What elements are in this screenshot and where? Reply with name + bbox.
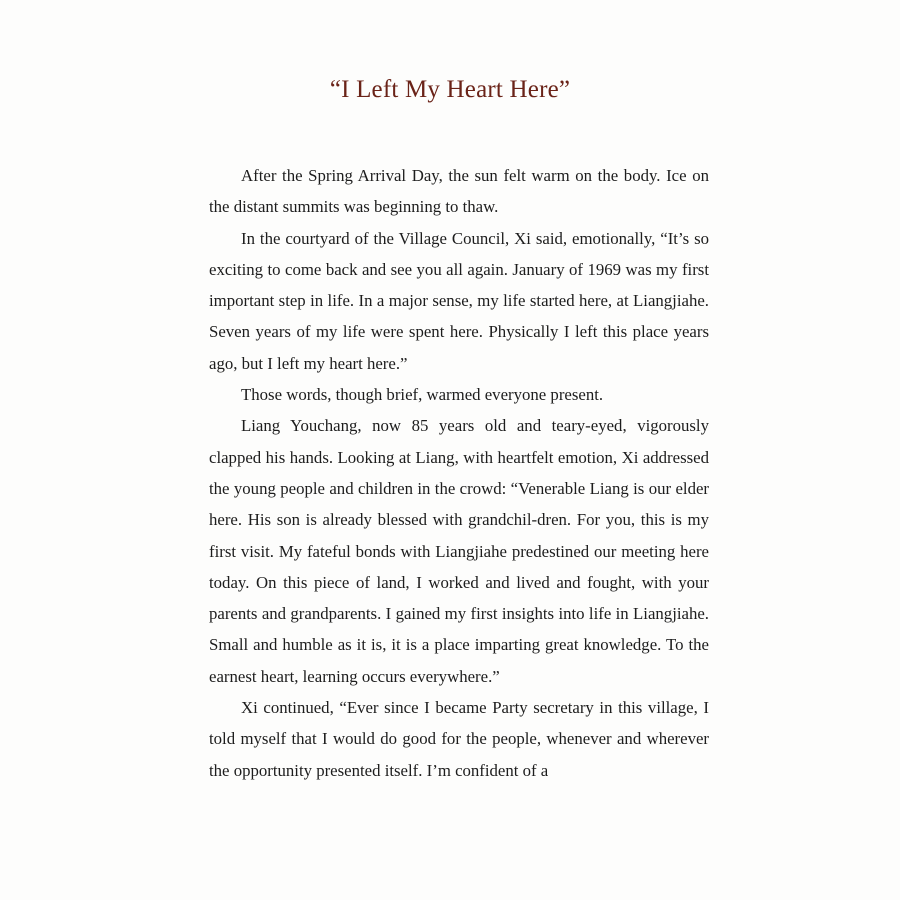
paragraph: In the courtyard of the Village Council, Xi said, emotionally, “It’s so exciting to come back and see you all again. January of 1969 was my first important step in life. In a major sense, my life started here, at Liangjiahe. Seven years of my life were spent here. Physically I left this place years ago, but I left my heart here.” (209, 228, 709, 373)
body-text (209, 160, 709, 786)
paragraph: Liang Youchang, now 85 years old and teary-eyed, vigorously clapped his hands. Looking at Liang, with heartfelt emotion, Xi addressed the young people and children in the crowd: “Venerable Liang is our elder here. His son is already blessed with grandchil-dren. For you, this is my first visit. My fateful bonds with Liangjiahe predestined our meeting here today. On this piece of land, I worked and lived and fought, with your parents and grandparents. I gained my first insights into life in Liangjiahe. Small and humble as it is, it is a place imparting great knowledge. To the earnest heart, learning occurs everywhere.” (209, 416, 709, 686)
paragraph: Xi continued, “Ever since I became Party secretary in this village, I told myself that I would do good for the people, whenever and wherever the opportunity presented itself. I’m confident of a (209, 698, 709, 780)
paragraph: After the Spring Arrival Day, the sun felt warm on the body. Ice on the distant summits was beginning to thaw. (209, 166, 709, 217)
paragraph: Those words, though brief, warmed everyone present. (241, 385, 604, 405)
chapter-title: “I Left My Heart Here” (329, 76, 571, 103)
